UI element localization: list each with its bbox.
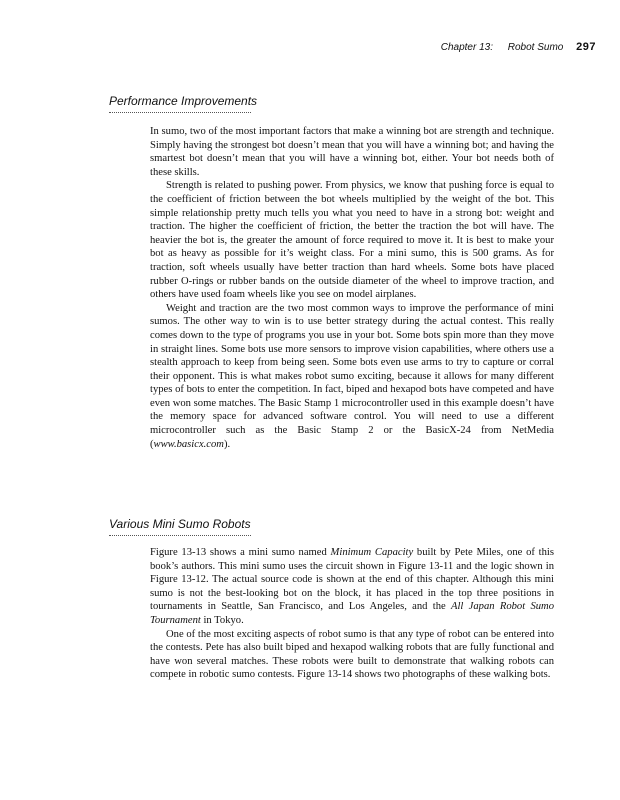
paragraph bbox=[150, 628, 554, 682]
robot-name: Minimum Capacity bbox=[330, 547, 414, 558]
chapter-title: Robot Sumo bbox=[507, 42, 564, 53]
section-divider bbox=[109, 535, 251, 536]
paragraph bbox=[150, 179, 554, 301]
paragraph-text: ). bbox=[223, 438, 231, 450]
paragraph-text: in Tokyo. bbox=[200, 614, 244, 626]
running-header bbox=[441, 41, 596, 53]
paragraph-text: One of the most exciting aspects of robot sumo is that any type of robot can be entered into the contests. Pete has also built biped and hexapod walking robots that are fully functional and have won several matches. These robots were built to demonstrate that walking robots can compete in robotic sumo contests. Figure 13-14 shows two photographs of these walking bots. bbox=[150, 628, 554, 681]
tournament-name: All Japan Robot Sumo Tournament bbox=[150, 601, 554, 626]
paragraph bbox=[150, 546, 554, 628]
paragraph-text: Strength is related to pushing power. From physics, we know that pushing force is equal to the coefficient of friction between the bot wheels multiplied by the weight of the bot. This simple relationship pretty much tells you what you need to have in a strong bot: weight and traction. The higher the coefficient of friction, the better the traction the bot will have. The heavier the bot is, the greater the amount of force required to move it. It is best to make your bot as heavy as possible for it’s weight class. For a mini sumo, this is 500 grams. As for traction, soft wheels usually have better traction than hard wheels. Some bots have placed rubber O-rings or rubber bands on the outside diameter of the wheel to improve traction, and others have used foam wheels like you see on model airplanes. bbox=[150, 180, 554, 301]
section-heading-various-mini-sumo-robots: Various Mini Sumo Robots bbox=[109, 517, 251, 531]
chapter-label: Chapter 13: bbox=[440, 42, 493, 53]
paragraph-text: Figure 13-13 shows a mini sumo named bbox=[150, 547, 331, 558]
page-number: 297 bbox=[576, 41, 596, 53]
paragraph bbox=[150, 302, 554, 452]
section-body-performance-improvements bbox=[150, 125, 554, 451]
url-reference: www.basicx.com bbox=[153, 438, 224, 450]
paragraph-text: Weight and traction are the two most common ways to improve the performance of mini sumos. The other way to win is to use better strategy during the actual contest. This really comes down to the type of programs you use in your bot. Some bots spin more than they move in straight lines. Some bots use more sensors to improve vision capabilities, where others use a stealth approach to keep from being seen. Some bots even use arms to try to capture or corral their opponent. This is what makes robot sumo exciting, because it allows for many different types of bots to enter the competition. In fact, biped and hexapod bots have competed and have even won some matches. The Basic Stamp 1 microcontroller used in this example doesn’t have the memory space for advanced software control. You will need to use a different microcontroller such as the Basic Stamp 2 or the BasicX-24 from NetMedia ( bbox=[150, 302, 554, 450]
section-body-various-mini-sumo-robots bbox=[150, 546, 554, 682]
paragraph bbox=[150, 125, 554, 179]
section-divider bbox=[109, 112, 251, 113]
paragraph-text: built by Pete Miles, one of this book’s authors. This mini sumo uses the circuit shown in Figure 13-11 and the logic shown in Figure 13-12. The actual source code is shown at the end of this chapter. Although this mini sumo is not the best-looking bot on the block, it has placed in the top three positions in tournaments in Seattle, San Francisco, and Los Angeles, and the bbox=[150, 547, 554, 613]
paragraph-text: In sumo, two of the most important factors that make a winning bot are strength and technique. Simply having the strongest bot doesn’t mean that you will have a winning bot; and having the smartest bot doesn’t mean that you will have a winning bot, either. Your bot needs both of these skills. bbox=[150, 126, 554, 178]
section-heading-performance-improvements: Performance Improvements bbox=[109, 94, 258, 108]
